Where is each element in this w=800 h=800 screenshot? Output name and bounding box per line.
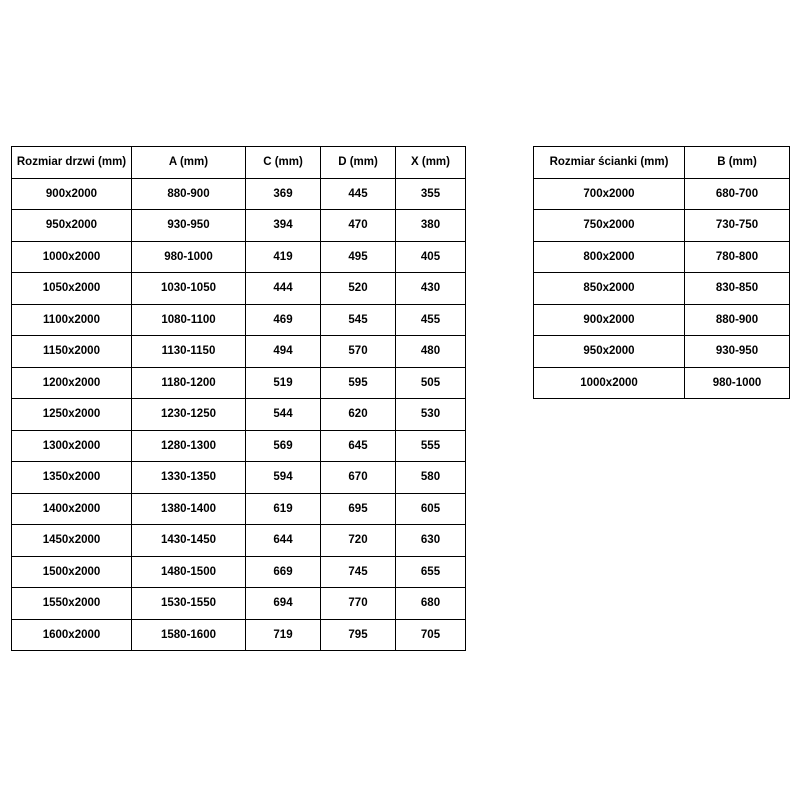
cell-wall-size: 750x2000: [534, 210, 685, 242]
table-row: [12, 493, 466, 525]
table-row: [12, 336, 466, 368]
cell-door-size: 1050x2000: [12, 273, 132, 305]
table-row: [12, 588, 466, 620]
cell-a: 1080-1100: [132, 304, 246, 336]
column-header-door-size: Rozmiar drzwi (mm): [12, 147, 132, 179]
cell-x: 430: [396, 273, 466, 305]
cell-c: 369: [246, 178, 321, 210]
cell-a: 1530-1550: [132, 588, 246, 620]
table-header-row: [534, 147, 790, 179]
cell-d: 670: [321, 462, 396, 494]
cell-d: 445: [321, 178, 396, 210]
cell-c: 544: [246, 399, 321, 431]
table-row: [534, 336, 790, 368]
cell-c: 519: [246, 367, 321, 399]
cell-a: 880-900: [132, 178, 246, 210]
cell-c: 494: [246, 336, 321, 368]
cell-x: 555: [396, 430, 466, 462]
cell-d: 570: [321, 336, 396, 368]
cell-x: 605: [396, 493, 466, 525]
table-row: [12, 430, 466, 462]
table-row: [534, 273, 790, 305]
cell-door-size: 1500x2000: [12, 556, 132, 588]
column-header-c: C (mm): [246, 147, 321, 179]
cell-wall-size: 700x2000: [534, 178, 685, 210]
cell-door-size: 1350x2000: [12, 462, 132, 494]
cell-door-size: 1400x2000: [12, 493, 132, 525]
cell-a: 1330-1350: [132, 462, 246, 494]
table-row: [534, 210, 790, 242]
cell-a: 930-950: [132, 210, 246, 242]
table-row: [12, 210, 466, 242]
cell-b: 680-700: [685, 178, 790, 210]
column-header-x: X (mm): [396, 147, 466, 179]
cell-a: 1130-1150: [132, 336, 246, 368]
cell-c: 594: [246, 462, 321, 494]
column-header-a: A (mm): [132, 147, 246, 179]
cell-d: 695: [321, 493, 396, 525]
cell-a: 1280-1300: [132, 430, 246, 462]
cell-door-size: 1100x2000: [12, 304, 132, 336]
cell-x: 380: [396, 210, 466, 242]
table-row: [12, 367, 466, 399]
table-row: [12, 241, 466, 273]
cell-door-size: 950x2000: [12, 210, 132, 242]
cell-c: 644: [246, 525, 321, 557]
cell-x: 480: [396, 336, 466, 368]
cell-c: 694: [246, 588, 321, 620]
table-row: [534, 178, 790, 210]
cell-wall-size: 900x2000: [534, 304, 685, 336]
cell-a: 1230-1250: [132, 399, 246, 431]
cell-c: 419: [246, 241, 321, 273]
cell-c: 669: [246, 556, 321, 588]
cell-a: 980-1000: [132, 241, 246, 273]
table-row: [12, 178, 466, 210]
cell-wall-size: 950x2000: [534, 336, 685, 368]
cell-d: 645: [321, 430, 396, 462]
table-row: [12, 462, 466, 494]
cell-b: 930-950: [685, 336, 790, 368]
cell-d: 495: [321, 241, 396, 273]
cell-x: 655: [396, 556, 466, 588]
cell-c: 619: [246, 493, 321, 525]
cell-door-size: 1600x2000: [12, 619, 132, 651]
cell-b: 830-850: [685, 273, 790, 305]
cell-door-size: 1150x2000: [12, 336, 132, 368]
table-header-row: [12, 147, 466, 179]
table-row: [12, 556, 466, 588]
cell-door-size: 900x2000: [12, 178, 132, 210]
cell-c: 444: [246, 273, 321, 305]
cell-door-size: 1300x2000: [12, 430, 132, 462]
table-row: [534, 367, 790, 399]
cell-c: 394: [246, 210, 321, 242]
table-row: [12, 619, 466, 651]
cell-d: 720: [321, 525, 396, 557]
table-row: [534, 241, 790, 273]
cell-a: 1030-1050: [132, 273, 246, 305]
cell-x: 630: [396, 525, 466, 557]
cell-d: 745: [321, 556, 396, 588]
cell-a: 1380-1400: [132, 493, 246, 525]
cell-b: 780-800: [685, 241, 790, 273]
cell-x: 505: [396, 367, 466, 399]
cell-x: 405: [396, 241, 466, 273]
cell-x: 580: [396, 462, 466, 494]
cell-c: 719: [246, 619, 321, 651]
cell-b: 730-750: [685, 210, 790, 242]
column-header-wall-size: Rozmiar ścianki (mm): [534, 147, 685, 179]
cell-x: 705: [396, 619, 466, 651]
cell-wall-size: 850x2000: [534, 273, 685, 305]
cell-door-size: 1250x2000: [12, 399, 132, 431]
table-row: [12, 525, 466, 557]
table-row: [534, 304, 790, 336]
cell-x: 680: [396, 588, 466, 620]
table-row: [12, 399, 466, 431]
cell-d: 620: [321, 399, 396, 431]
table-row: [12, 304, 466, 336]
cell-d: 470: [321, 210, 396, 242]
cell-door-size: 1450x2000: [12, 525, 132, 557]
door-size-table: [11, 146, 466, 651]
cell-door-size: 1550x2000: [12, 588, 132, 620]
cell-x: 530: [396, 399, 466, 431]
cell-door-size: 1000x2000: [12, 241, 132, 273]
wall-panel-size-table: [533, 146, 790, 399]
cell-d: 770: [321, 588, 396, 620]
cell-a: 1580-1600: [132, 619, 246, 651]
cell-b: 880-900: [685, 304, 790, 336]
cell-c: 469: [246, 304, 321, 336]
cell-d: 595: [321, 367, 396, 399]
cell-wall-size: 1000x2000: [534, 367, 685, 399]
cell-a: 1430-1450: [132, 525, 246, 557]
column-header-b: B (mm): [685, 147, 790, 179]
column-header-d: D (mm): [321, 147, 396, 179]
cell-c: 569: [246, 430, 321, 462]
cell-b: 980-1000: [685, 367, 790, 399]
cell-x: 455: [396, 304, 466, 336]
table-row: [12, 273, 466, 305]
cell-a: 1180-1200: [132, 367, 246, 399]
cell-x: 355: [396, 178, 466, 210]
cell-door-size: 1200x2000: [12, 367, 132, 399]
cell-d: 520: [321, 273, 396, 305]
cell-a: 1480-1500: [132, 556, 246, 588]
cell-wall-size: 800x2000: [534, 241, 685, 273]
cell-d: 545: [321, 304, 396, 336]
cell-d: 795: [321, 619, 396, 651]
